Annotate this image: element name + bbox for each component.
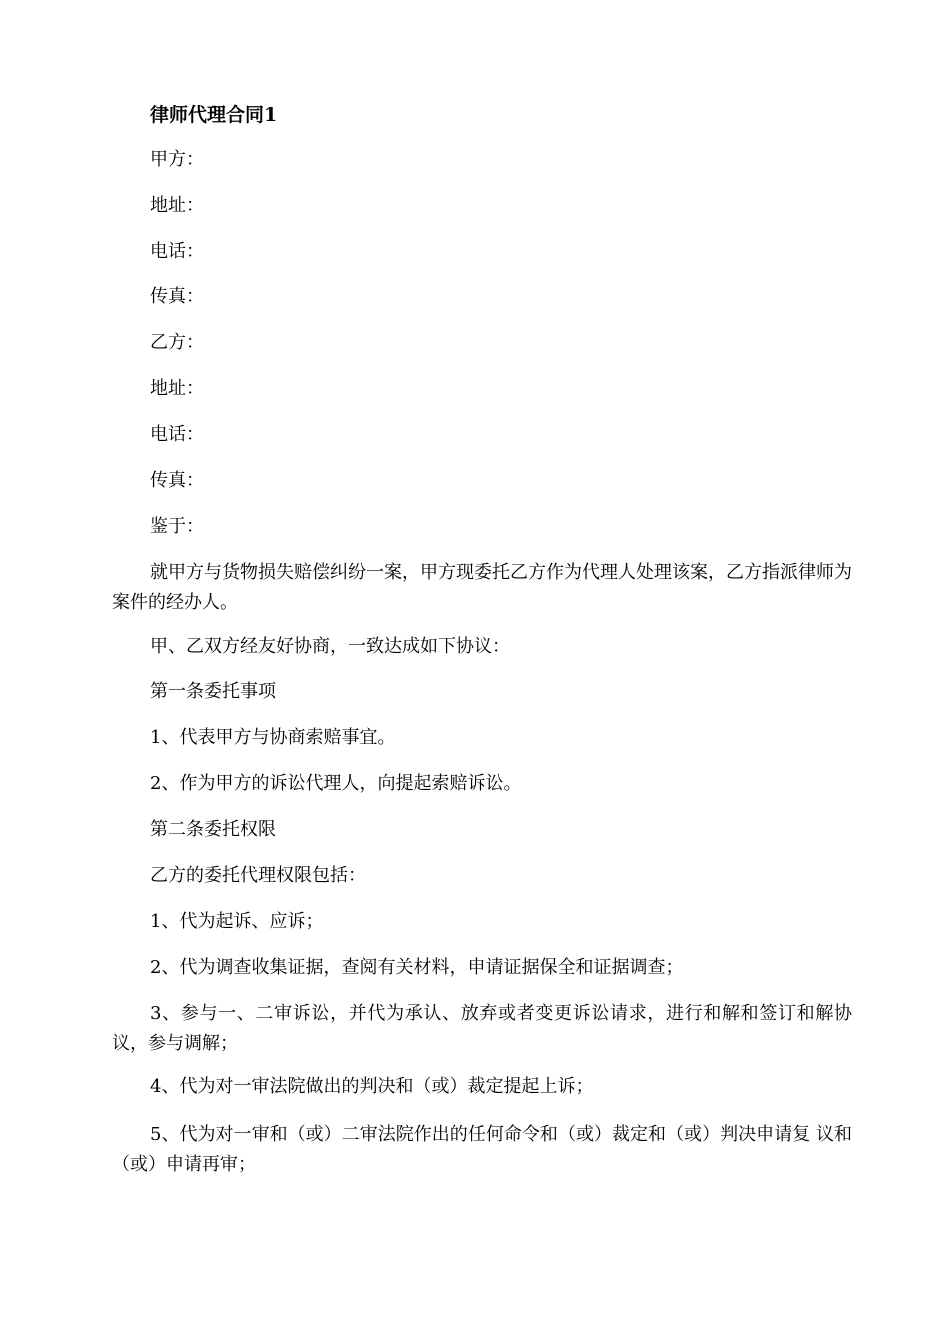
party-a-name-label: 甲方： [150, 149, 204, 170]
agreement-intro-paragraph: 甲、乙双方经友好协商，一致达成如下协议： [150, 636, 510, 657]
document-title: 律师代理合同1 [150, 104, 278, 126]
article-2-item-1: 1、代为起诉、应诉； [150, 911, 324, 932]
article-1-item-1: 1、代表甲方与协商索赔事宜。 [150, 727, 396, 748]
article-2-item-2: 2、代为调查收集证据，查阅有关材料，申请证据保全和证据调查； [150, 957, 684, 978]
party-a-phone-label: 电话： [150, 241, 204, 262]
whereas-label: 鉴于： [150, 516, 204, 537]
party-a-fax-label: 传真： [150, 286, 204, 307]
party-b-fax-label: 传真： [150, 470, 204, 491]
article-2-item-4: 4、代为对一审法院做出的判决和（或）裁定提起上诉； [150, 1076, 594, 1097]
party-a-address-label: 地址： [150, 195, 204, 216]
party-b-name-label: 乙方： [150, 332, 204, 353]
article-1-heading: 第一条委托事项 [150, 681, 276, 702]
article-2-item-3: 3、参与一、二审诉讼，并代为承认、放弃或者变更诉讼请求，进行和解和签订和解协议，参与调解； [112, 1003, 852, 1054]
party-b-address-label: 地址： [150, 378, 204, 399]
article-2-intro: 乙方的委托代理权限包括： [150, 865, 366, 886]
party-b-phone-label: 电话： [150, 424, 204, 445]
article-2-item-5: 5、代为对一审和（或）二审法院作出的任何命令和（或）裁定和（或）判决申请复 议和（或）申请再审； [112, 1124, 852, 1175]
case-description-paragraph: 就甲方与货物损失赔偿纠纷一案，甲方现委托乙方作为代理人处理该案，乙方指派律师为案件的经办人。 [112, 562, 852, 613]
article-2-heading: 第二条委托权限 [150, 819, 276, 840]
article-1-item-2: 2、作为甲方的诉讼代理人，向提起索赔诉讼。 [150, 773, 522, 794]
